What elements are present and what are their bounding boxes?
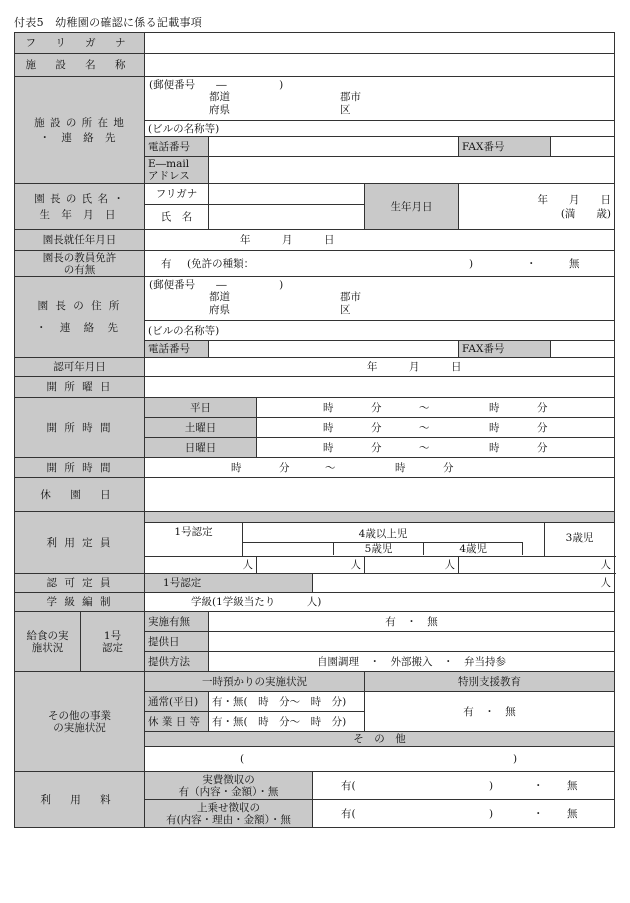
facility-address-cell[interactable]: [145, 77, 615, 121]
saturday-fun-2: 分: [537, 422, 548, 434]
director-furigana-label: フリガナ: [145, 184, 209, 205]
email-label-2: アドレス: [148, 170, 190, 182]
meal-method-label: 提供方法: [145, 652, 209, 672]
facility-address-label-2: ・ 連 絡 先: [39, 131, 120, 144]
capacity-total-value[interactable]: 人: [257, 557, 365, 574]
director-fax-label: FAX番号: [459, 341, 551, 358]
director-furigana-input[interactable]: [209, 184, 365, 205]
saturday-fun-1: 分: [371, 422, 382, 434]
director-address-label: [15, 277, 145, 358]
director-postal-label: (郵便番号 ― ): [149, 279, 284, 291]
fees-label: 利 用 料: [15, 772, 145, 828]
capacity-age3-header: 3歳児: [544, 522, 614, 556]
ku-label: 区: [340, 104, 351, 116]
capacity-age4-value[interactable]: 人: [459, 557, 615, 574]
class-org-input[interactable]: 学級(1学級当たり 人): [145, 593, 615, 612]
saturday-label: 土曜日: [145, 418, 257, 438]
holiday-tilde: ～: [419, 442, 430, 454]
meal-status-label: [15, 612, 81, 672]
license-no: 無: [569, 258, 580, 270]
capacity-age4plus-header: 4歳以上児: [243, 522, 523, 543]
capacity-age4-header: 4歳児: [424, 543, 523, 555]
weekday-tilde: ～: [419, 402, 430, 414]
director-start-input[interactable]: 年 月 日: [145, 230, 615, 251]
form-sheet: [14, 32, 614, 828]
actual-fee-dot: ・: [533, 780, 544, 792]
weekday-fun-1: 分: [371, 402, 382, 414]
director-gunshi: 郡市: [340, 291, 362, 303]
director-ku: 区: [340, 304, 351, 316]
license-kind-label: (免許の種類：: [187, 258, 255, 270]
approved-cert1-label: 1号認定: [145, 574, 313, 593]
special-support-header: 特別支援教育: [365, 672, 615, 692]
meal-cert1-label: [81, 612, 145, 672]
facility-address-label: [15, 77, 145, 184]
open-hours-2-input[interactable]: [145, 458, 615, 478]
actual-fee-label-1: 実費徴収の: [202, 773, 255, 786]
email-label: [145, 157, 209, 184]
director-birth-date: 年 月 日: [537, 193, 612, 206]
director-name-label-2: 生 年 月 日: [39, 208, 120, 221]
meal-method-value[interactable]: 自園調理 ・ 外部搬入 ・ 弁当持参: [209, 652, 615, 672]
meal-cert1-label-1: 1号: [103, 629, 122, 642]
capacity-cert1-header: 1号認定: [145, 522, 243, 556]
holiday-hours-input[interactable]: [257, 438, 615, 458]
director-name-label-1: 園 長 の 氏 名 ・: [34, 192, 125, 205]
director-todofuken-1: 都道: [209, 291, 231, 303]
actual-fee-label: [145, 772, 313, 800]
open-days-label: 開 所 曜 日: [15, 377, 145, 398]
other-header: そ の 他: [145, 732, 615, 747]
closed-days-input[interactable]: [145, 478, 615, 512]
class-org-label: 学 級 編 制: [15, 593, 145, 612]
open-fun-2: 分: [443, 462, 454, 474]
normal-weekday-label: 通常(平日): [145, 692, 209, 712]
actual-fee-input[interactable]: [313, 772, 615, 800]
open-hours-2-label: 開 所 時 間: [15, 458, 145, 478]
saturday-ji-2: 時: [489, 422, 500, 434]
meal-status-label-2: 施状況: [31, 641, 64, 654]
director-birth-input[interactable]: [459, 184, 615, 230]
director-address-label-2: ・ 連 絡 先: [36, 322, 124, 334]
saturday-hours-input[interactable]: [257, 418, 615, 438]
furigana-input[interactable]: [145, 33, 615, 54]
license-yes: 有: [161, 258, 172, 270]
temp-care-header: 一時預かりの実施状況: [145, 672, 365, 692]
other-paren-close: ): [513, 753, 518, 765]
weekday-label: 平日: [145, 398, 257, 418]
actual-fee-no: 無: [567, 780, 578, 792]
postal-code-label: (郵便番号 ― ): [149, 79, 284, 91]
meal-implemented-label: 実施有無: [145, 612, 209, 632]
director-age: (満 歳): [560, 207, 612, 220]
license-close-paren: ): [469, 258, 474, 270]
off-day-label: 休 業 日 等: [145, 712, 209, 732]
extra-fee-label-2: 有(内容・理由・金額）・無: [166, 813, 291, 826]
meal-cert1-label-2: 認定: [102, 641, 123, 654]
director-birth-label: 生年月日: [365, 184, 459, 230]
capacity-age4plus-group: [243, 522, 523, 556]
director-license-label: [15, 251, 145, 277]
extra-fee-input[interactable]: [313, 800, 615, 828]
extra-fee-close: ): [489, 808, 494, 820]
director-start-label: 園長就任年月日: [15, 230, 145, 251]
other-projects-label: [15, 672, 145, 772]
off-day-value[interactable]: 有・無( 時 分～ 時 分): [209, 712, 365, 732]
saturday-ji-1: 時: [323, 422, 334, 434]
open-tilde: ～: [325, 462, 336, 474]
meal-days-input[interactable]: [209, 632, 615, 652]
weekday-hours-input[interactable]: [257, 398, 615, 418]
saturday-tilde: ～: [419, 422, 430, 434]
approved-capacity-label: 認 可 定 員: [15, 574, 145, 593]
facility-name-label: 施 設 名 称: [15, 54, 145, 77]
director-name-field-label: 氏 名: [145, 205, 209, 230]
other-input[interactable]: [145, 747, 615, 772]
extra-fee-dot: ・: [533, 808, 544, 820]
facility-address-label-1: 施 設 の 所 在 地: [34, 116, 125, 129]
weekday-ji-2: 時: [489, 402, 500, 414]
director-license-label-1: 園長の教員免許: [42, 251, 117, 264]
weekday-ji-1: 時: [323, 402, 334, 414]
approval-date-label: 認可年月日: [15, 358, 145, 377]
director-address-label-1: 園 長 の 住 所: [37, 300, 122, 312]
open-hours-label: 開 所 時 間: [15, 398, 145, 458]
phone-label: 電話番号: [145, 137, 209, 157]
director-fax-input[interactable]: [551, 341, 615, 358]
director-building-label: (ビルの名称等): [145, 321, 615, 341]
meal-days-label: 提供日: [145, 632, 209, 652]
form-caption: 付表5 幼稚園の確認に係る記載事項: [14, 16, 203, 29]
meal-implemented-value[interactable]: 有 ・ 無: [209, 612, 615, 632]
actual-fee-yes: 有(: [341, 780, 356, 792]
open-fun-1: 分: [279, 462, 290, 474]
director-phone-input[interactable]: [209, 341, 459, 358]
extra-fee-no: 無: [567, 808, 578, 820]
director-name-input[interactable]: [209, 205, 365, 230]
meal-status-label-1: 給食の実: [26, 629, 69, 642]
todofuken-label-2: 府県: [209, 104, 231, 116]
extra-fee-label-1: 上乗せ徴収の: [197, 801, 261, 814]
holiday-ji-1: 時: [323, 442, 334, 454]
fax-label: FAX番号: [459, 137, 551, 157]
other-projects-label-2: の実施状況: [53, 721, 106, 734]
fax-input[interactable]: [551, 137, 615, 157]
open-days-input[interactable]: [145, 377, 615, 398]
holiday-fun-1: 分: [371, 442, 382, 454]
approved-cert1-value[interactable]: 人: [313, 574, 615, 593]
open-ji-2: 時: [395, 462, 406, 474]
other-paren-open: (: [240, 753, 245, 765]
capacity-label: 利 用 定 員: [15, 512, 145, 574]
extra-fee-label: [145, 800, 313, 828]
todofuken-label-1: 都道: [209, 91, 231, 103]
closed-days-label: 休 園 日: [15, 478, 145, 512]
other-projects-label-1: その他の事業: [48, 709, 111, 722]
holiday-ji-2: 時: [489, 442, 500, 454]
weekday-fun-2: 分: [537, 402, 548, 414]
phone-input[interactable]: [209, 137, 459, 157]
director-phone-label: 電話番号: [145, 341, 209, 358]
capacity-header: [145, 512, 615, 557]
form-table: [14, 32, 615, 828]
holiday-label: 日曜日: [145, 438, 257, 458]
capacity-age5-value[interactable]: 人: [365, 557, 459, 574]
open-ji-1: 時: [231, 462, 242, 474]
holiday-fun-2: 分: [537, 442, 548, 454]
capacity-cert1-value[interactable]: 人: [145, 557, 257, 574]
email-label-1: E―mail: [148, 158, 190, 170]
extra-fee-yes: 有(: [341, 808, 356, 820]
approval-date-input[interactable]: 年 月 日: [145, 358, 615, 377]
director-address-cell[interactable]: [145, 277, 615, 321]
director-name-label: [15, 184, 145, 230]
normal-weekday-value[interactable]: 有・無( 時 分～ 時 分): [209, 692, 365, 712]
special-support-value[interactable]: 有 ・ 無: [365, 692, 615, 732]
building-name-label: (ビルの名称等): [145, 121, 615, 137]
director-license-label-2: の有無: [63, 263, 96, 276]
facility-name-input[interactable]: [145, 54, 615, 77]
director-license-input[interactable]: [145, 251, 615, 277]
furigana-label: フ リ ガ ナ: [15, 33, 145, 54]
actual-fee-label-2: 有（内容・金額）・無: [178, 785, 279, 798]
capacity-age5-header: 5歳児: [333, 543, 425, 555]
director-todofuken-2: 府県: [209, 304, 231, 316]
gunshi-label: 郡市: [340, 91, 362, 103]
actual-fee-close: ): [489, 780, 494, 792]
license-dot: ・: [526, 258, 537, 270]
email-input[interactable]: [209, 157, 615, 184]
